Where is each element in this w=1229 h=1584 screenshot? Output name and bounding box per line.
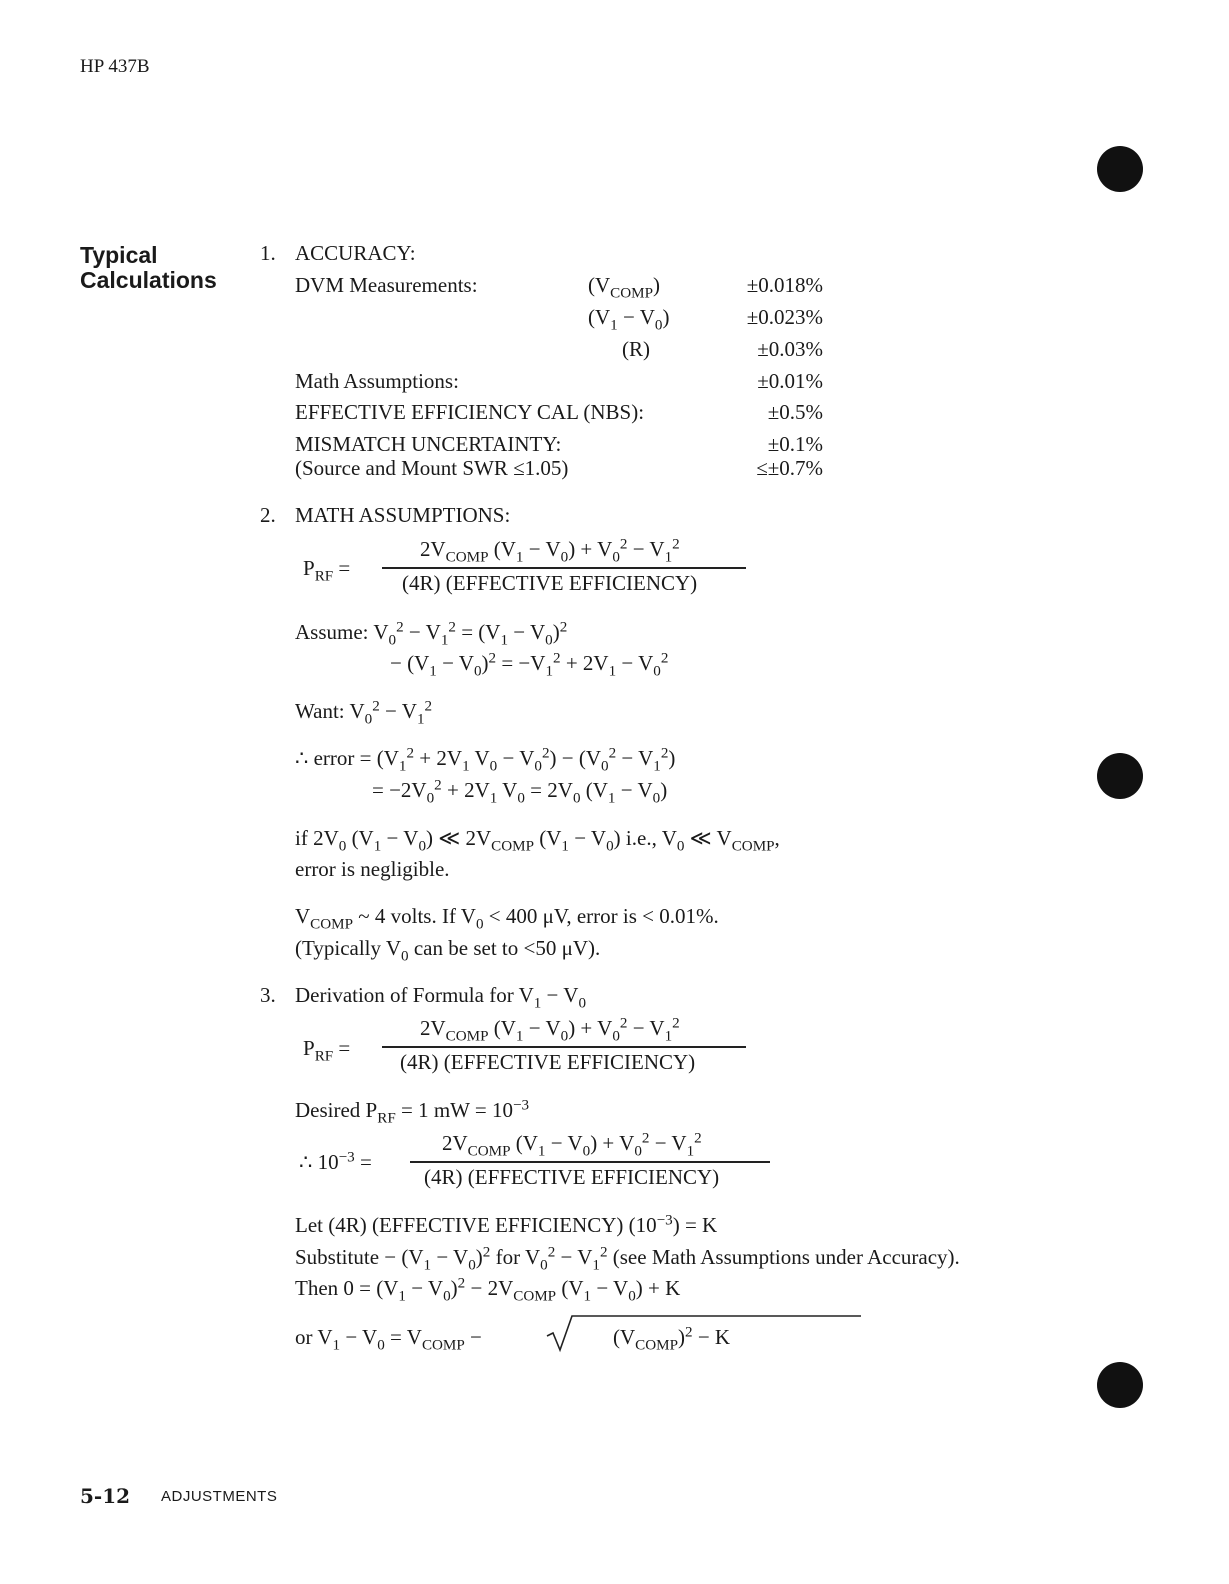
page-number: 5-12 [80, 1484, 131, 1508]
radicand: $(V_{COMP})^2 - K$ [613, 1324, 731, 1354]
dvm-term-v1v0: $(V_1 - V_0)$ [588, 305, 670, 334]
error-line1: ∴ error = ($V_1^2 + 2V_1$ $V_0 - V_0^2) - (V_0^2 - V_1^2)$ [295, 745, 676, 775]
section-title: Derivation of Formula for $V_1 - V_0$ [295, 983, 586, 1012]
page-header-model: HP 437B [80, 56, 150, 77]
fraction-bar [410, 1161, 770, 1163]
mismatch-value: ±0.1% [767, 432, 823, 456]
punch-hole [1097, 1362, 1143, 1408]
or-line: or $V_1 - V_0 = V_{COMP}$ − [295, 1325, 482, 1354]
swr-label: (Source and Mount SWR ≤1.05) [295, 456, 569, 480]
fraction-bar [382, 1046, 746, 1048]
negligible-line: error is negligible. [295, 857, 450, 881]
dvm-term-r: (R) [622, 337, 650, 361]
fraction-bar [382, 567, 746, 569]
math-assumptions-value: ±0.01% [757, 369, 823, 393]
mismatch-label: MISMATCH UNCERTAINTY: [295, 432, 562, 456]
side-heading-line1: Typical [80, 242, 158, 268]
effective-efficiency-value: ±0.5% [767, 400, 823, 424]
typically-line: (Typically $V_0$ can be set to <50 μV). [295, 936, 601, 965]
math-assumptions-label: Math Assumptions: [295, 369, 459, 393]
then-line: Then $0 = (V_1 - V_0)^2 - 2V_{COMP}$ $(V_1 - V_0) + K$ [295, 1275, 681, 1305]
substitute-line: Substitute − $(V_1 - V_0)^2$ for $V_0^2 - V_1^2$ (see Math Assumptions under Accuracy). [295, 1244, 960, 1274]
want-line: Want: $V_0^2 - V_1^2$ [295, 698, 433, 728]
dvm-term-vcomp: $(V_{COMP})$ [588, 273, 660, 302]
prf-denominator: (4R) (EFFECTIVE EFFICIENCY) [402, 571, 698, 595]
let-line: Let (4R) (EFFECTIVE EFFICIENCY) $(10^{-3}) = K$ [295, 1212, 718, 1237]
effective-efficiency-label: EFFECTIVE EFFICIENCY CAL (NBS): [295, 400, 645, 424]
therefore-lhs: ∴ $10^{-3}$ = [299, 1149, 372, 1174]
prf-lhs: $P_{RF}$ = [303, 556, 351, 585]
assume-line2: − $(V_1 - V_0)^2 = -V_1^2 + 2V_1 - V_0^2$ [390, 650, 669, 680]
swr-value: ≤±0.7% [756, 456, 823, 480]
prf-denominator: (4R) (EFFECTIVE EFFICIENCY) [400, 1050, 696, 1074]
section-title: ACCURACY: [295, 241, 416, 265]
prf-lhs: $P_{RF}$ = [303, 1036, 351, 1065]
section-number: 2. [260, 503, 276, 527]
desired-line: Desired $P_{RF} = 1$ mW = $10^{-3}$ [295, 1097, 530, 1127]
dvm-value-r: ±0.03% [757, 337, 823, 361]
prf-numerator: $2V_{COMP}$ $(V_1 - V_0) + V_0^2 - V_1^2$ [420, 1015, 680, 1045]
punch-hole [1097, 146, 1143, 192]
punch-hole [1097, 753, 1143, 799]
if-line: if $2V_0$ $(V_1 - V_0)$ ≪ $2V_{COMP}$ $(V_1 - V_0)$ i.e., $V_0$ ≪ $V_{COMP}$, [295, 826, 780, 855]
dvm-label: DVM Measurements: [295, 273, 478, 297]
dvm-value-v1v0: ±0.023% [746, 305, 823, 329]
side-heading-line2: Calculations [80, 267, 217, 293]
section-number: 3. [260, 983, 276, 1007]
dvm-value-vcomp: ±0.018% [746, 273, 823, 297]
denominator-2: (4R) (EFFECTIVE EFFICIENCY) [424, 1165, 720, 1189]
section-title: MATH ASSUMPTIONS: [295, 503, 511, 527]
section-number: 1. [260, 241, 276, 265]
error-line2: = $-2V_0^2 + 2V_1$ $V_0 = 2V_0$ $(V_1 - V_0)$ [372, 777, 668, 807]
assume-line1: Assume: $V_0^2 - V_1^2 = (V_1 - V_0)^2$ [295, 619, 568, 649]
vcomp-line: $V_{COMP}$ ~ 4 volts. If $V_0 < 400$ μV, error is < 0.01%. [295, 904, 719, 933]
numerator-2: $2V_{COMP}$ $(V_1 - V_0) + V_0^2 - V_1^2$ [442, 1130, 702, 1160]
prf-numerator: $2V_{COMP}$ $(V_1 - V_0) + V_0^2 - V_1^2$ [420, 536, 680, 566]
footer-section: ADJUSTMENTS [161, 1488, 278, 1505]
